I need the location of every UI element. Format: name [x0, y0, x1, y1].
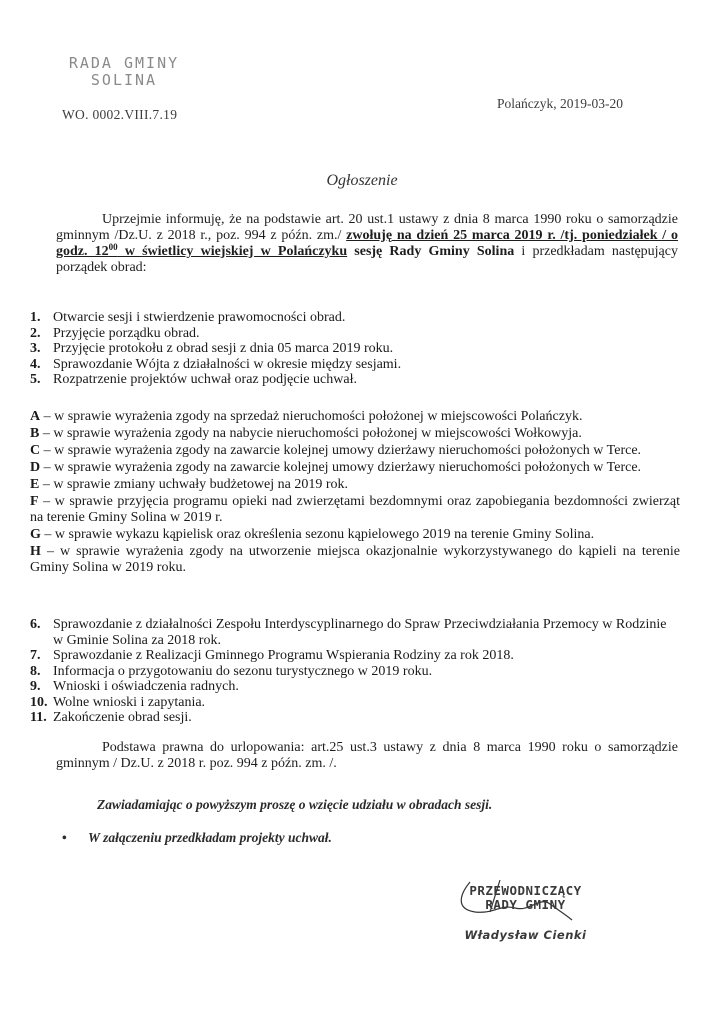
resolution-text: – w sprawie wyrażenia zgody na nabycie nieruchomości położonej w miejscowości Wołkowyja.: [39, 426, 582, 441]
resolution-item: [30, 477, 680, 493]
agenda-item: [30, 310, 680, 326]
session-location-text: w świetlicy wiejskiej w Polańczyku: [117, 244, 348, 259]
agenda-item: [30, 372, 680, 388]
resolution-item: [30, 443, 680, 459]
resolution-text: – w sprawie wyrażenia zgody na sprzedaż nieruchomości położonej w miejscowości Polańczyk.: [40, 409, 583, 424]
attachment-note: [62, 830, 332, 846]
resolution-letter: H: [30, 544, 41, 559]
intro-paragraph: [56, 212, 678, 276]
signatory-name: Władysław Cienki: [464, 928, 587, 942]
agenda-item: [30, 617, 680, 648]
agenda-item: [30, 695, 680, 711]
resolution-text: – w sprawie przyjęcia programu opieki nad zwierzętami bezdomnymi oraz zapobiegania bezdomności zwierząt na terenie Gminy Solina w 2019 r.: [30, 494, 680, 525]
resolution-item: [30, 527, 680, 543]
agenda-list-part-2: [30, 617, 680, 726]
agenda-item-text: Wolne wnioski i zapytania.: [53, 694, 206, 710]
agenda-item-number: 5.: [30, 372, 41, 387]
resolution-item: [30, 426, 680, 442]
resolution-text: – w sprawie wyrażenia zgody na utworzenie miejsca okazjonalnie wykorzystywanego do kąpieli na terenie Gminy Solina w 2019 roku.: [30, 544, 680, 575]
legal-basis-paragraph: Podstawa prawna do urlopowania: art.25 ust.3 ustawy z dnia 8 marca 1990 roku o samorządzie gminnym / Dz.U. z 2018 r. poz. 994 z późn. zm. /.: [56, 740, 678, 771]
stamp-line-2: SOLINA: [90, 71, 158, 89]
bullet-icon: •: [62, 830, 67, 845]
agenda-list-part-1: [30, 310, 680, 388]
agenda-item-text: Sprawozdanie z działalności Zespołu Interdyscyplinarnego do Spraw Przeciwdziałania Przemocy w Rodzinie w Gminie Solina za 2018 rok.: [53, 617, 667, 648]
resolution-text: – w sprawie wyrażenia zgody na zawarcie kolejnej umowy dzierżawy nieruchomości położonych w Terce.: [40, 443, 642, 458]
council-stamp: [50, 55, 198, 89]
agenda-item: [30, 648, 680, 664]
agenda-item-number: 4.: [30, 356, 41, 372]
agenda-item-text: Informacja o przygotowaniu do sezonu turystycznego w 2019 roku.: [53, 663, 433, 679]
agenda-item-text: Sprawozdanie Wójta z działalności w okresie między sesjami.: [53, 356, 402, 372]
agenda-item-text: Przyjęcie porządku obrad.: [53, 325, 200, 341]
agenda-item-number: 6.: [30, 617, 41, 632]
council-name: sesję Rady Gminy Solina: [347, 244, 515, 259]
resolutions-list: [30, 409, 680, 577]
agenda-item: [30, 679, 680, 695]
agenda-item-text: Sprawozdanie z Realizacji Gminnego Programu Wspierania Rodziny za rok 2018.: [53, 648, 514, 663]
agenda-item: [30, 710, 680, 726]
agenda-item-text: Otwarcie sesji i stwierdzenie prawomocności obrad.: [53, 310, 346, 325]
stamp-line-1: RADA GMINY: [68, 54, 180, 72]
agenda-item: [30, 341, 680, 357]
place-and-date: Polańczyk, 2019-03-20: [497, 96, 623, 111]
reference-number: WO. 0002.VIII.7.19: [62, 107, 178, 122]
resolution-letter: G: [30, 527, 41, 542]
resolution-item: [30, 494, 680, 526]
resolution-text: – w sprawie wyrażenia zgody na zawarcie kolejnej umowy dzierżawy nieruchomości położonych w Terce.: [40, 460, 642, 475]
notice-text: Zawiadamiając o powyższym proszę o wzięcie udziału w obradach sesji.: [97, 797, 493, 812]
agenda-item-number: 3.: [30, 341, 41, 356]
agenda-item-number: 9.: [30, 679, 41, 694]
agenda-item-text: Zakończenie obrad sesji.: [53, 710, 192, 725]
agenda-item-number: 11.: [30, 710, 47, 725]
agenda-item: [30, 357, 680, 373]
signature-block: [448, 884, 603, 942]
resolution-item: [30, 460, 680, 476]
resolution-item: [30, 409, 680, 425]
intro-text-3: i przedkładam następujący porządek obrad:: [56, 244, 678, 275]
agenda-item-number: 2.: [30, 325, 41, 341]
resolution-text: – w sprawie zmiany uchwały budżetowej na 2019 rok.: [39, 477, 349, 492]
intro-text-1: Uprzejmie informuję, że na podstawie art. 20 ust.1 ustawy z dnia 8 marca 1990 roku o samorządzie gminnym /Dz.U. z 2018 r., poz. 994 z późn. zm./: [56, 212, 678, 243]
resolution-letter: C: [30, 443, 41, 458]
signature-role-line-2: RADY GMINY: [485, 897, 566, 912]
agenda-item-text: Wnioski i oświadczenia radnych.: [53, 679, 239, 694]
agenda-item-number: 7.: [30, 648, 41, 663]
agenda-item: [30, 326, 680, 342]
time-superscript: 00: [108, 242, 118, 252]
agenda-item: [30, 664, 680, 680]
resolution-letter: E: [30, 477, 40, 492]
resolution-letter: F: [30, 494, 39, 509]
resolution-item: [30, 544, 680, 576]
resolution-letter: D: [30, 460, 41, 475]
document-title: Ogłoszenie: [326, 172, 398, 189]
attachment-text: W załączeniu przedkładam projekty uchwał.: [88, 830, 332, 845]
agenda-item-number: 10.: [30, 694, 48, 710]
agenda-item-number: 1.: [30, 310, 41, 325]
resolution-letter: A: [30, 409, 41, 424]
agenda-item-text: Rozpatrzenie projektów uchwał oraz podjęcie uchwał.: [53, 372, 357, 387]
resolution-letter: B: [30, 426, 40, 441]
agenda-item-number: 8.: [30, 663, 41, 679]
session-date-text: zwołuję na dzień 25 marca 2019 r. /tj. poniedziałek / o godz. 12: [56, 228, 678, 259]
resolution-text: – w sprawie wykazu kąpielisk oraz określenia sezonu kąpielowego 2019 na terenie Gminy Solina.: [40, 527, 595, 542]
agenda-item-text: Przyjęcie protokołu z obrad sesji z dnia 05 marca 2019 roku.: [53, 341, 394, 356]
signature-role-line-1: PRZEWODNICZĄCY: [469, 883, 582, 898]
